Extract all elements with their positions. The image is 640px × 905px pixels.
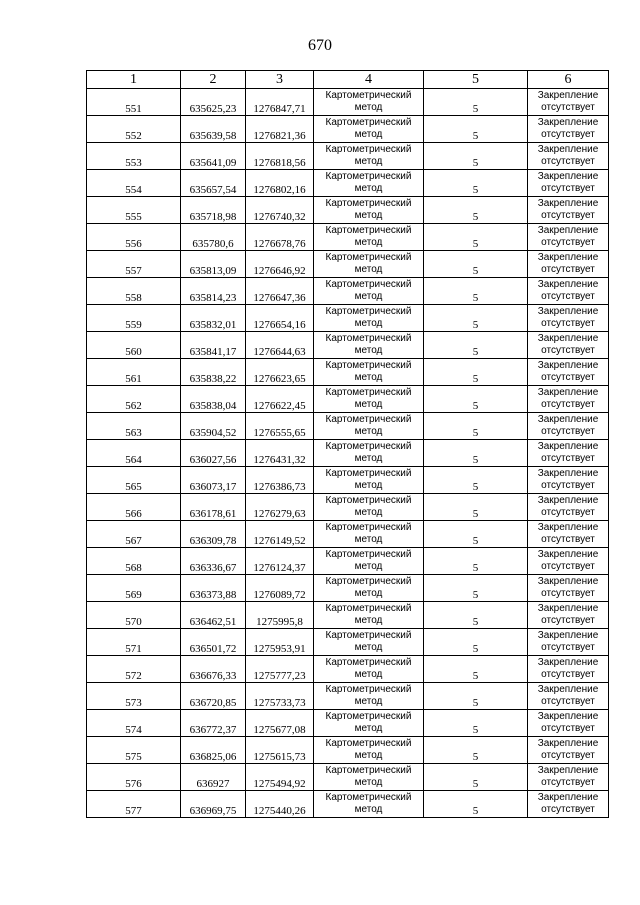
point-number-cell: 571 — [87, 629, 181, 656]
x-coordinate-cell: 635841,17 — [181, 332, 246, 359]
table-row — [87, 359, 609, 386]
y-coordinate-cell: 1276279,63 — [246, 494, 314, 521]
method-cell: Картометрический метод — [314, 278, 424, 305]
fixing-description-cell: Закрепление отсутствует — [528, 710, 609, 737]
column-header: 5 — [424, 71, 528, 89]
accuracy-cell: 5 — [424, 764, 528, 791]
fixing-description-cell: Закрепление отсутствует — [528, 791, 609, 818]
method-cell: Картометрический метод — [314, 467, 424, 494]
fixing-description-cell: Закрепление отсутствует — [528, 359, 609, 386]
point-number-cell: 569 — [87, 575, 181, 602]
method-cell: Картометрический метод — [314, 224, 424, 251]
accuracy-cell: 5 — [424, 305, 528, 332]
y-coordinate-cell: 1275953,91 — [246, 629, 314, 656]
point-number-cell: 576 — [87, 764, 181, 791]
y-coordinate-cell: 1276847,71 — [246, 89, 314, 116]
point-number-cell: 553 — [87, 143, 181, 170]
accuracy-cell: 5 — [424, 575, 528, 602]
page-number: 670 — [308, 37, 332, 54]
y-coordinate-cell: 1276678,76 — [246, 224, 314, 251]
column-header: 4 — [314, 71, 424, 89]
x-coordinate-cell: 636336,67 — [181, 548, 246, 575]
method-cell: Картометрический метод — [314, 683, 424, 710]
point-number-cell: 570 — [87, 602, 181, 629]
x-coordinate-cell: 635657,54 — [181, 170, 246, 197]
point-number-cell: 566 — [87, 494, 181, 521]
table-row — [87, 791, 609, 818]
x-coordinate-cell: 636720,85 — [181, 683, 246, 710]
x-coordinate-cell: 635625,23 — [181, 89, 246, 116]
x-coordinate-cell: 635641,09 — [181, 143, 246, 170]
point-number-cell: 574 — [87, 710, 181, 737]
accuracy-cell: 5 — [424, 710, 528, 737]
y-coordinate-cell: 1276802,16 — [246, 170, 314, 197]
x-coordinate-cell: 636927 — [181, 764, 246, 791]
table-row — [87, 413, 609, 440]
coordinates-table — [86, 70, 609, 818]
y-coordinate-cell: 1276386,73 — [246, 467, 314, 494]
accuracy-cell: 5 — [424, 224, 528, 251]
fixing-description-cell: Закрепление отсутствует — [528, 467, 609, 494]
point-number-cell: 564 — [87, 440, 181, 467]
method-cell: Картометрический метод — [314, 332, 424, 359]
y-coordinate-cell: 1276555,65 — [246, 413, 314, 440]
table-row — [87, 602, 609, 629]
accuracy-cell: 5 — [424, 629, 528, 656]
method-cell: Картометрический метод — [314, 89, 424, 116]
fixing-description-cell: Закрепление отсутствует — [528, 89, 609, 116]
accuracy-cell: 5 — [424, 386, 528, 413]
table-row — [87, 143, 609, 170]
table-row — [87, 710, 609, 737]
method-cell: Картометрический метод — [314, 737, 424, 764]
method-cell: Картометрический метод — [314, 710, 424, 737]
point-number-cell: 573 — [87, 683, 181, 710]
fixing-description-cell: Закрепление отсутствует — [528, 602, 609, 629]
accuracy-cell: 5 — [424, 170, 528, 197]
table-row — [87, 278, 609, 305]
table-row — [87, 251, 609, 278]
method-cell: Картометрический метод — [314, 440, 424, 467]
method-cell: Картометрический метод — [314, 548, 424, 575]
fixing-description-cell: Закрепление отсутствует — [528, 251, 609, 278]
x-coordinate-cell: 636027,56 — [181, 440, 246, 467]
x-coordinate-cell: 635813,09 — [181, 251, 246, 278]
fixing-description-cell: Закрепление отсутствует — [528, 197, 609, 224]
table-row — [87, 494, 609, 521]
table-row — [87, 629, 609, 656]
point-number-cell: 560 — [87, 332, 181, 359]
method-cell: Картометрический метод — [314, 251, 424, 278]
table-header-row — [87, 71, 609, 89]
accuracy-cell: 5 — [424, 494, 528, 521]
table-row — [87, 197, 609, 224]
x-coordinate-cell: 635904,52 — [181, 413, 246, 440]
x-coordinate-cell: 636309,78 — [181, 521, 246, 548]
point-number-cell: 554 — [87, 170, 181, 197]
point-number-cell: 572 — [87, 656, 181, 683]
fixing-description-cell: Закрепление отсутствует — [528, 521, 609, 548]
x-coordinate-cell: 636969,75 — [181, 791, 246, 818]
table-row — [87, 575, 609, 602]
accuracy-cell: 5 — [424, 278, 528, 305]
point-number-cell: 551 — [87, 89, 181, 116]
table-row — [87, 305, 609, 332]
x-coordinate-cell: 636178,61 — [181, 494, 246, 521]
accuracy-cell: 5 — [424, 197, 528, 224]
y-coordinate-cell: 1276654,16 — [246, 305, 314, 332]
table-row — [87, 440, 609, 467]
fixing-description-cell: Закрепление отсутствует — [528, 386, 609, 413]
y-coordinate-cell: 1276818,56 — [246, 143, 314, 170]
y-coordinate-cell: 1275677,08 — [246, 710, 314, 737]
y-coordinate-cell: 1276644,63 — [246, 332, 314, 359]
table-body — [87, 89, 609, 818]
y-coordinate-cell: 1276124,37 — [246, 548, 314, 575]
accuracy-cell: 5 — [424, 413, 528, 440]
fixing-description-cell: Закрепление отсутствует — [528, 683, 609, 710]
y-coordinate-cell: 1276089,72 — [246, 575, 314, 602]
y-coordinate-cell: 1275733,73 — [246, 683, 314, 710]
accuracy-cell: 5 — [424, 791, 528, 818]
x-coordinate-cell: 635814,23 — [181, 278, 246, 305]
fixing-description-cell: Закрепление отсутствует — [528, 278, 609, 305]
point-number-cell: 556 — [87, 224, 181, 251]
accuracy-cell: 5 — [424, 440, 528, 467]
point-number-cell: 557 — [87, 251, 181, 278]
fixing-description-cell: Закрепление отсутствует — [528, 764, 609, 791]
table-row — [87, 386, 609, 413]
point-number-cell: 563 — [87, 413, 181, 440]
accuracy-cell: 5 — [424, 467, 528, 494]
column-header: 6 — [528, 71, 609, 89]
x-coordinate-cell: 636462,51 — [181, 602, 246, 629]
table-row — [87, 467, 609, 494]
y-coordinate-cell: 1275777,23 — [246, 656, 314, 683]
accuracy-cell: 5 — [424, 656, 528, 683]
y-coordinate-cell: 1275995,8 — [246, 602, 314, 629]
x-coordinate-cell: 636676,33 — [181, 656, 246, 683]
x-coordinate-cell: 636073,17 — [181, 467, 246, 494]
point-number-cell: 562 — [87, 386, 181, 413]
method-cell: Картометрический метод — [314, 170, 424, 197]
method-cell: Картометрический метод — [314, 656, 424, 683]
accuracy-cell: 5 — [424, 89, 528, 116]
accuracy-cell: 5 — [424, 116, 528, 143]
y-coordinate-cell: 1276149,52 — [246, 521, 314, 548]
fixing-description-cell: Закрепление отсутствует — [528, 548, 609, 575]
point-number-cell: 555 — [87, 197, 181, 224]
fixing-description-cell: Закрепление отсутствует — [528, 494, 609, 521]
x-coordinate-cell: 635639,58 — [181, 116, 246, 143]
column-header: 2 — [181, 71, 246, 89]
accuracy-cell: 5 — [424, 683, 528, 710]
fixing-description-cell: Закрепление отсутствует — [528, 575, 609, 602]
fixing-description-cell: Закрепление отсутствует — [528, 737, 609, 764]
point-number-cell: 558 — [87, 278, 181, 305]
method-cell: Картометрический метод — [314, 359, 424, 386]
accuracy-cell: 5 — [424, 737, 528, 764]
x-coordinate-cell: 636825,06 — [181, 737, 246, 764]
method-cell: Картометрический метод — [314, 386, 424, 413]
fixing-description-cell: Закрепление отсутствует — [528, 305, 609, 332]
point-number-cell: 568 — [87, 548, 181, 575]
fixing-description-cell: Закрепление отсутствует — [528, 224, 609, 251]
point-number-cell: 559 — [87, 305, 181, 332]
y-coordinate-cell: 1276647,36 — [246, 278, 314, 305]
method-cell: Картометрический метод — [314, 629, 424, 656]
y-coordinate-cell: 1276622,45 — [246, 386, 314, 413]
method-cell: Картометрический метод — [314, 116, 424, 143]
column-header: 3 — [246, 71, 314, 89]
table-row — [87, 683, 609, 710]
method-cell: Картометрический метод — [314, 413, 424, 440]
point-number-cell: 577 — [87, 791, 181, 818]
accuracy-cell: 5 — [424, 251, 528, 278]
point-number-cell: 561 — [87, 359, 181, 386]
y-coordinate-cell: 1275494,92 — [246, 764, 314, 791]
fixing-description-cell: Закрепление отсутствует — [528, 170, 609, 197]
method-cell: Картометрический метод — [314, 143, 424, 170]
method-cell: Картометрический метод — [314, 197, 424, 224]
y-coordinate-cell: 1275440,26 — [246, 791, 314, 818]
y-coordinate-cell: 1276646,92 — [246, 251, 314, 278]
accuracy-cell: 5 — [424, 359, 528, 386]
fixing-description-cell: Закрепление отсутствует — [528, 629, 609, 656]
table-row — [87, 521, 609, 548]
accuracy-cell: 5 — [424, 332, 528, 359]
y-coordinate-cell: 1275615,73 — [246, 737, 314, 764]
fixing-description-cell: Закрепление отсутствует — [528, 413, 609, 440]
fixing-description-cell: Закрепление отсутствует — [528, 143, 609, 170]
fixing-description-cell: Закрепление отсутствует — [528, 332, 609, 359]
table-row — [87, 224, 609, 251]
x-coordinate-cell: 635718,98 — [181, 197, 246, 224]
table-row — [87, 170, 609, 197]
y-coordinate-cell: 1276431,32 — [246, 440, 314, 467]
x-coordinate-cell: 636772,37 — [181, 710, 246, 737]
method-cell: Картометрический метод — [314, 602, 424, 629]
table-row — [87, 332, 609, 359]
fixing-description-cell: Закрепление отсутствует — [528, 440, 609, 467]
y-coordinate-cell: 1276821,36 — [246, 116, 314, 143]
x-coordinate-cell: 635838,22 — [181, 359, 246, 386]
method-cell: Картометрический метод — [314, 494, 424, 521]
table-row — [87, 116, 609, 143]
method-cell: Картометрический метод — [314, 575, 424, 602]
point-number-cell: 552 — [87, 116, 181, 143]
point-number-cell: 567 — [87, 521, 181, 548]
table-row — [87, 548, 609, 575]
x-coordinate-cell: 636501,72 — [181, 629, 246, 656]
accuracy-cell: 5 — [424, 548, 528, 575]
method-cell: Картометрический метод — [314, 521, 424, 548]
y-coordinate-cell: 1276623,65 — [246, 359, 314, 386]
accuracy-cell: 5 — [424, 602, 528, 629]
table-row — [87, 89, 609, 116]
method-cell: Картометрический метод — [314, 791, 424, 818]
x-coordinate-cell: 635838,04 — [181, 386, 246, 413]
x-coordinate-cell: 635832,01 — [181, 305, 246, 332]
table-row — [87, 656, 609, 683]
table-row — [87, 737, 609, 764]
column-header: 1 — [87, 71, 181, 89]
fixing-description-cell: Закрепление отсутствует — [528, 116, 609, 143]
point-number-cell: 565 — [87, 467, 181, 494]
fixing-description-cell: Закрепление отсутствует — [528, 656, 609, 683]
x-coordinate-cell: 636373,88 — [181, 575, 246, 602]
y-coordinate-cell: 1276740,32 — [246, 197, 314, 224]
method-cell: Картометрический метод — [314, 305, 424, 332]
method-cell: Картометрический метод — [314, 764, 424, 791]
point-number-cell: 575 — [87, 737, 181, 764]
table-row — [87, 764, 609, 791]
accuracy-cell: 5 — [424, 143, 528, 170]
accuracy-cell: 5 — [424, 521, 528, 548]
x-coordinate-cell: 635780,6 — [181, 224, 246, 251]
